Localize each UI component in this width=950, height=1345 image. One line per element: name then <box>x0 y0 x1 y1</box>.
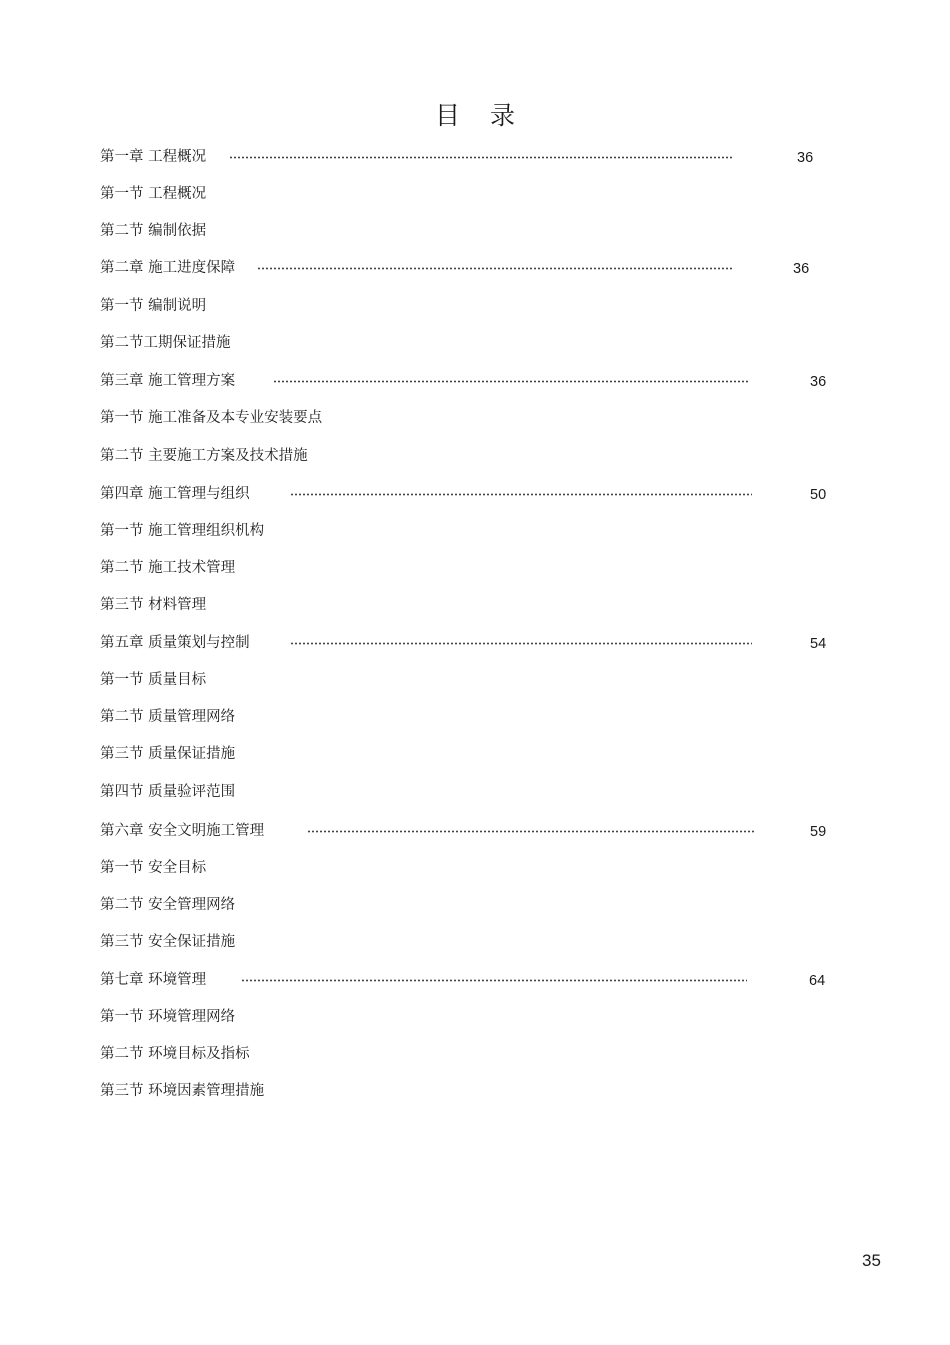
toc-section[interactable]: 第二节 施工技术管理 <box>100 560 236 576</box>
toc-page-number: 50 <box>810 487 827 503</box>
toc-chapter-5[interactable]: 第五章 质量策划与控制 <box>100 635 250 651</box>
toc-chapter-7[interactable]: 第七章 环境管理 <box>100 972 207 988</box>
toc-section[interactable]: 第二节工期保证措施 <box>100 335 231 351</box>
toc-section[interactable]: 第一节 工程概况 <box>100 186 207 202</box>
toc-page-number: 64 <box>809 973 826 989</box>
toc-leader-dots <box>290 493 752 496</box>
toc-leader-dots <box>273 380 750 383</box>
toc-section[interactable]: 第三节 材料管理 <box>100 597 207 613</box>
toc-title: 目录 <box>434 101 545 130</box>
toc-page-number: 54 <box>810 636 827 652</box>
toc-leader-dots <box>307 830 754 833</box>
toc-section[interactable]: 第一节 质量目标 <box>100 672 207 688</box>
toc-section[interactable]: 第一节 环境管理网络 <box>100 1009 236 1025</box>
toc-page-number: 36 <box>793 261 810 277</box>
toc-section[interactable]: 第四节 质量验评范围 <box>100 784 236 800</box>
toc-section[interactable]: 第二节 质量管理网络 <box>100 709 236 725</box>
toc-page-number: 59 <box>810 824 827 840</box>
toc-page-number: 36 <box>810 374 827 390</box>
toc-chapter-1[interactable]: 第一章 工程概况 <box>100 149 207 165</box>
toc-section[interactable]: 第二节 主要施工方案及技术措施 <box>100 448 308 464</box>
toc-leader-dots <box>229 156 734 159</box>
toc-leader-dots <box>241 979 747 982</box>
toc-section[interactable]: 第三节 质量保证措施 <box>100 746 236 762</box>
toc-chapter-2[interactable]: 第二章 施工进度保障 <box>100 260 236 276</box>
toc-chapter-4[interactable]: 第四章 施工管理与组织 <box>100 486 250 502</box>
toc-section[interactable]: 第二节 环境目标及指标 <box>100 1046 250 1062</box>
toc-leader-dots <box>257 267 734 270</box>
toc-section[interactable]: 第一节 施工准备及本专业安装要点 <box>100 410 323 426</box>
toc-section[interactable]: 第一节 施工管理组织机构 <box>100 523 265 539</box>
toc-page-number: 36 <box>797 150 814 166</box>
toc-leader-dots <box>290 642 752 645</box>
page-number: 35 <box>862 1251 881 1270</box>
toc-section[interactable]: 第一节 编制说明 <box>100 298 207 314</box>
toc-section[interactable]: 第三节 安全保证措施 <box>100 934 236 950</box>
toc-section[interactable]: 第一节 安全目标 <box>100 860 207 876</box>
toc-section[interactable]: 第三节 环境因素管理措施 <box>100 1083 265 1099</box>
toc-chapter-3[interactable]: 第三章 施工管理方案 <box>100 373 236 389</box>
toc-chapter-6[interactable]: 第六章 安全文明施工管理 <box>100 823 265 839</box>
toc-section[interactable]: 第二节 安全管理网络 <box>100 897 236 913</box>
toc-section[interactable]: 第二节 编制依据 <box>100 223 207 239</box>
